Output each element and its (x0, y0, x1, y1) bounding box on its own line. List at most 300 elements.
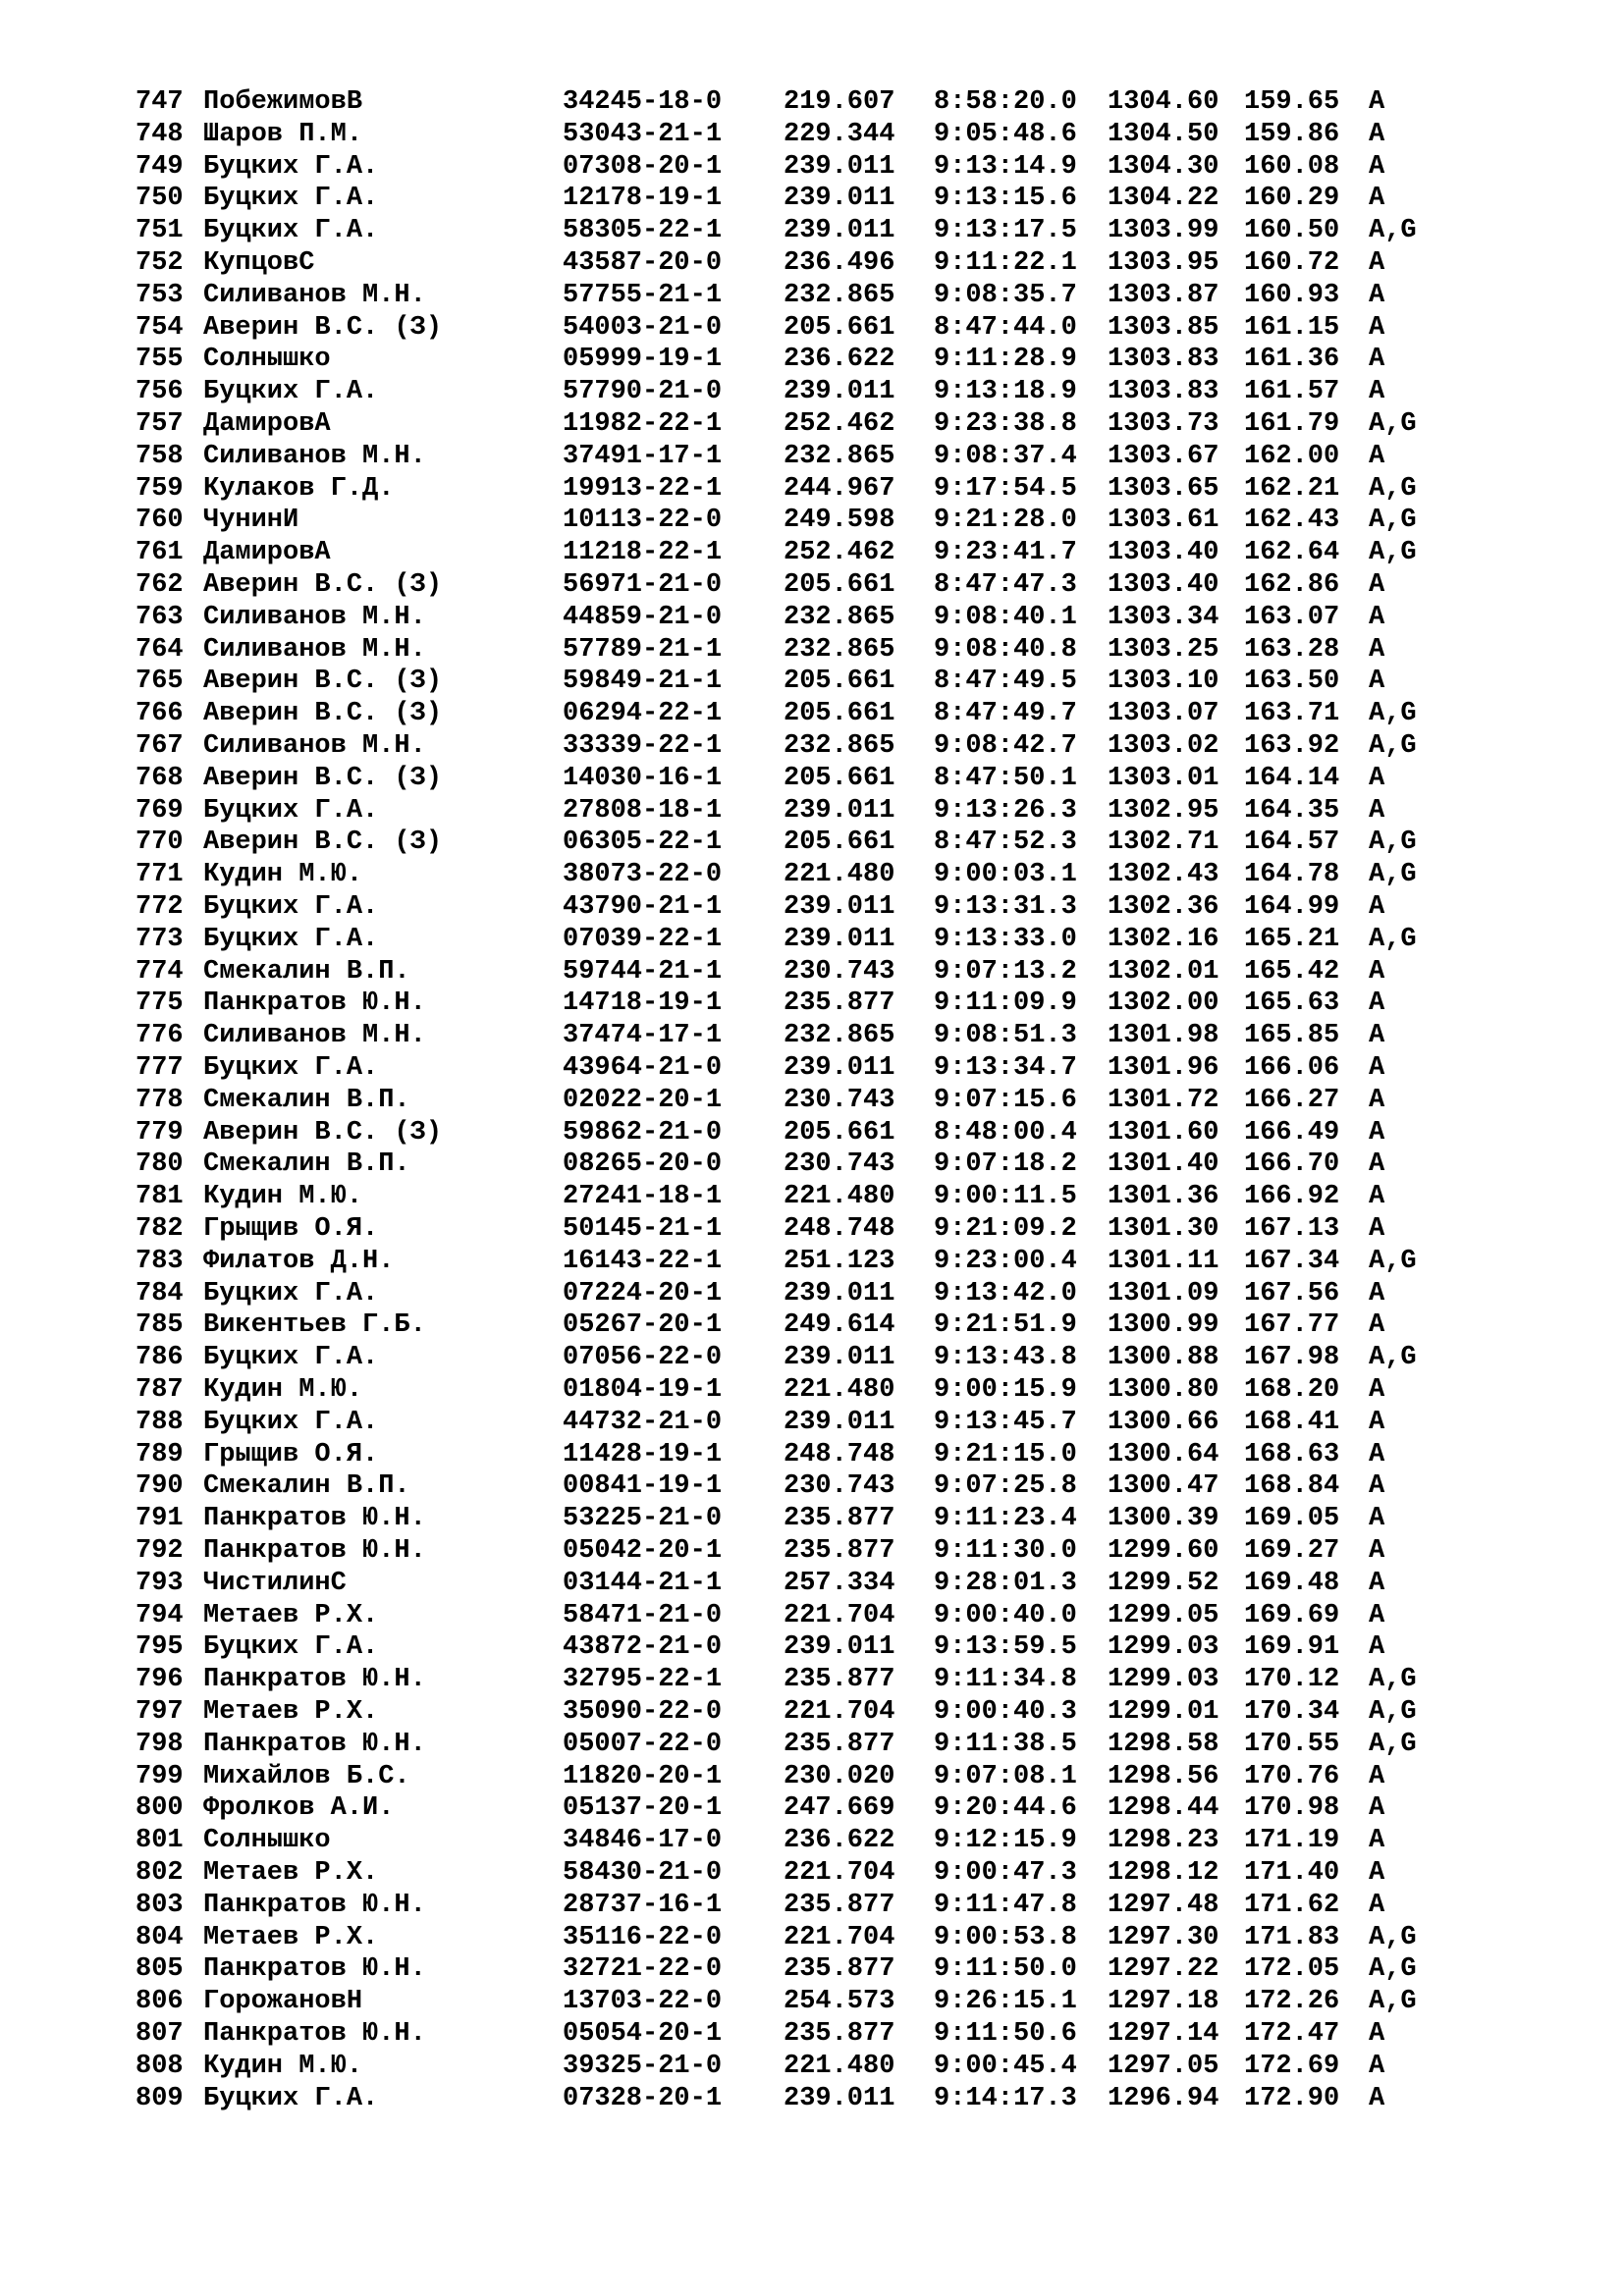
result-row (0, 924, 1624, 956)
row-mark: A (1369, 602, 1385, 632)
row-mark: A (1369, 1085, 1385, 1115)
row-arrival-time: 9:00:40.0 (934, 1600, 1077, 1630)
row-speed: 1301.96 (1108, 1053, 1219, 1083)
row-arrival-time: 9:13:34.7 (934, 1053, 1077, 1083)
row-rank: 798 (135, 1729, 184, 1759)
result-row (0, 505, 1624, 537)
row-name: Буцких Г.А. (203, 924, 379, 954)
row-name: Буцких Г.А. (203, 151, 379, 182)
row-ring-id: 34245-18-0 (563, 87, 723, 117)
result-row (0, 827, 1624, 859)
row-coefficient: 172.69 (1244, 2051, 1340, 2081)
row-mark: A,G (1369, 924, 1417, 954)
row-mark: A (1369, 184, 1385, 214)
result-row (0, 119, 1624, 151)
row-arrival-time: 9:14:17.3 (934, 2083, 1077, 2113)
row-speed: 1303.99 (1108, 216, 1219, 246)
row-ring-id: 53225-21-0 (563, 1504, 723, 1534)
row-speed: 1303.95 (1108, 248, 1219, 278)
row-coefficient: 171.83 (1244, 1922, 1340, 1952)
row-ring-id: 08265-20-0 (563, 1149, 723, 1180)
row-ring-id: 37474-17-1 (563, 1021, 723, 1051)
row-arrival-time: 9:21:28.0 (934, 506, 1077, 536)
row-rank: 783 (135, 1246, 184, 1276)
row-speed: 1300.99 (1108, 1310, 1219, 1341)
row-arrival-time: 9:11:22.1 (934, 248, 1077, 278)
row-ring-id: 34846-17-0 (563, 1826, 723, 1856)
row-arrival-time: 9:13:17.5 (934, 216, 1077, 246)
result-row (0, 1568, 1624, 1600)
result-row (0, 2051, 1624, 2083)
row-ring-id: 05054-20-1 (563, 2019, 723, 2049)
row-rank: 794 (135, 1600, 184, 1630)
row-ring-id: 05999-19-1 (563, 345, 723, 375)
row-name: Кудин М.Ю. (203, 2051, 363, 2081)
row-rank: 789 (135, 1439, 184, 1469)
row-ring-id: 05137-20-1 (563, 1793, 723, 1824)
row-rank: 747 (135, 87, 184, 117)
row-distance: 257.334 (784, 1568, 895, 1598)
row-distance: 239.011 (784, 377, 895, 407)
row-ring-id: 32721-22-0 (563, 1954, 723, 1985)
row-name: Буцких Г.А. (203, 184, 379, 214)
row-name: Панкратов Ю.Н. (203, 1954, 426, 1985)
row-name: Силиванов М.Н. (203, 634, 426, 665)
row-distance: 205.661 (784, 828, 895, 858)
result-row (0, 569, 1624, 602)
row-mark: A,G (1369, 731, 1417, 761)
row-distance: 205.661 (784, 667, 895, 697)
row-distance: 221.704 (784, 1600, 895, 1630)
row-ring-id: 02022-20-1 (563, 1085, 723, 1115)
row-coefficient: 170.12 (1244, 1665, 1340, 1695)
row-mark: A (1369, 1793, 1385, 1824)
row-arrival-time: 9:13:42.0 (934, 1278, 1077, 1308)
row-distance: 244.967 (784, 473, 895, 504)
row-distance: 248.748 (784, 1214, 895, 1244)
row-arrival-time: 9:08:40.1 (934, 602, 1077, 632)
row-distance: 239.011 (784, 892, 895, 922)
row-mark: A,G (1369, 473, 1417, 504)
row-coefficient: 163.07 (1244, 602, 1340, 632)
row-ring-id: 07039-22-1 (563, 924, 723, 954)
row-speed: 1301.09 (1108, 1278, 1219, 1308)
row-rank: 754 (135, 312, 184, 343)
row-name: Смекалин В.П. (203, 1149, 410, 1180)
row-name: Силиванов М.Н. (203, 731, 426, 761)
result-row (0, 988, 1624, 1020)
result-row (0, 2083, 1624, 2115)
row-arrival-time: 9:13:14.9 (934, 151, 1077, 182)
row-mark: A (1369, 1568, 1385, 1598)
row-ring-id: 27808-18-1 (563, 795, 723, 826)
row-name: Аверин В.С. (З) (203, 1117, 443, 1148)
row-arrival-time: 9:11:34.8 (934, 1665, 1077, 1695)
row-mark: A (1369, 377, 1385, 407)
row-ring-id: 07308-20-1 (563, 151, 723, 182)
row-coefficient: 168.63 (1244, 1439, 1340, 1469)
row-coefficient: 164.14 (1244, 763, 1340, 793)
row-distance: 239.011 (784, 1343, 895, 1373)
row-ring-id: 54003-21-0 (563, 312, 723, 343)
row-distance: 249.598 (784, 506, 895, 536)
row-ring-id: 43872-21-0 (563, 1632, 723, 1663)
row-arrival-time: 8:47:44.0 (934, 312, 1077, 343)
row-mark: A (1369, 1439, 1385, 1469)
row-arrival-time: 9:13:59.5 (934, 1632, 1077, 1663)
result-row (0, 1600, 1624, 1632)
row-rank: 761 (135, 538, 184, 568)
row-rank: 763 (135, 602, 184, 632)
row-distance: 235.877 (784, 2019, 895, 2049)
row-arrival-time: 9:00:45.4 (934, 2051, 1077, 2081)
row-name: Буцких Г.А. (203, 795, 379, 826)
row-distance: 221.480 (784, 1375, 895, 1405)
row-distance: 235.877 (784, 1954, 895, 1985)
row-ring-id: 27241-18-1 (563, 1182, 723, 1212)
row-name: Аверин В.С. (З) (203, 763, 443, 793)
row-rank: 804 (135, 1922, 184, 1952)
result-row (0, 1792, 1624, 1825)
result-row (0, 1181, 1624, 1213)
row-coefficient: 163.71 (1244, 699, 1340, 729)
row-mark: A (1369, 1375, 1385, 1405)
row-name: Филатов Д.Н. (203, 1246, 395, 1276)
row-distance: 235.877 (784, 1890, 895, 1920)
row-speed: 1303.34 (1108, 602, 1219, 632)
row-name: Панкратов Ю.Н. (203, 1504, 426, 1534)
row-rank: 751 (135, 216, 184, 246)
row-arrival-time: 9:21:15.0 (934, 1439, 1077, 1469)
row-name: Метаев Р.Х. (203, 1858, 379, 1888)
result-row (0, 859, 1624, 891)
row-ring-id: 11820-20-1 (563, 1761, 723, 1791)
row-speed: 1299.01 (1108, 1697, 1219, 1727)
row-coefficient: 172.90 (1244, 2083, 1340, 2113)
row-arrival-time: 9:05:48.6 (934, 119, 1077, 149)
row-arrival-time: 9:07:13.2 (934, 956, 1077, 987)
result-row (0, 183, 1624, 215)
result-row (0, 408, 1624, 441)
row-name: Аверин В.С. (З) (203, 828, 443, 858)
row-speed: 1304.50 (1108, 119, 1219, 149)
row-speed: 1297.18 (1108, 1987, 1219, 2017)
row-mark: A (1369, 1761, 1385, 1791)
row-speed: 1297.48 (1108, 1890, 1219, 1920)
row-rank: 750 (135, 184, 184, 214)
row-speed: 1303.40 (1108, 570, 1219, 600)
row-name: Буцких Г.А. (203, 377, 379, 407)
row-distance: 239.011 (784, 2083, 895, 2113)
row-name: Михайлов Б.С. (203, 1761, 410, 1791)
row-speed: 1300.39 (1108, 1504, 1219, 1534)
row-ring-id: 19913-22-1 (563, 473, 723, 504)
result-row (0, 473, 1624, 506)
result-row (0, 956, 1624, 988)
row-mark: A,G (1369, 860, 1417, 890)
row-rank: 760 (135, 506, 184, 536)
row-name: Силиванов М.Н. (203, 1021, 426, 1051)
row-name: ЧистилинС (203, 1568, 347, 1598)
row-distance: 249.614 (784, 1310, 895, 1341)
row-mark: A (1369, 1149, 1385, 1180)
row-mark: A (1369, 570, 1385, 600)
result-row (0, 1696, 1624, 1729)
row-speed: 1301.11 (1108, 1246, 1219, 1276)
row-coefficient: 165.42 (1244, 956, 1340, 987)
row-coefficient: 170.34 (1244, 1697, 1340, 1727)
row-distance: 219.607 (784, 87, 895, 117)
row-speed: 1299.03 (1108, 1665, 1219, 1695)
row-mark: A,G (1369, 1343, 1417, 1373)
result-row (0, 1729, 1624, 1761)
result-row (0, 1374, 1624, 1407)
row-distance: 221.704 (784, 1922, 895, 1952)
row-arrival-time: 9:08:42.7 (934, 731, 1077, 761)
row-distance: 235.877 (784, 988, 895, 1019)
row-name: Смекалин В.П. (203, 1085, 410, 1115)
row-distance: 239.011 (784, 1053, 895, 1083)
row-speed: 1300.80 (1108, 1375, 1219, 1405)
row-name: Силиванов М.Н. (203, 280, 426, 310)
row-rank: 756 (135, 377, 184, 407)
row-rank: 755 (135, 345, 184, 375)
row-coefficient: 159.86 (1244, 119, 1340, 149)
row-rank: 791 (135, 1504, 184, 1534)
row-mark: A (1369, 1407, 1385, 1437)
row-mark: A (1369, 1021, 1385, 1051)
result-row (0, 151, 1624, 184)
row-arrival-time: 9:11:47.8 (934, 1890, 1077, 1920)
result-row (0, 763, 1624, 795)
row-mark: A (1369, 988, 1385, 1019)
row-ring-id: 12178-19-1 (563, 184, 723, 214)
row-mark: A (1369, 667, 1385, 697)
row-ring-id: 10113-22-0 (563, 506, 723, 536)
row-ring-id: 43790-21-1 (563, 892, 723, 922)
row-coefficient: 164.57 (1244, 828, 1340, 858)
row-coefficient: 160.72 (1244, 248, 1340, 278)
row-rank: 779 (135, 1117, 184, 1148)
row-speed: 1301.36 (1108, 1182, 1219, 1212)
row-rank: 764 (135, 634, 184, 665)
row-coefficient: 172.26 (1244, 1987, 1340, 2017)
row-name: Кудин М.Ю. (203, 1182, 363, 1212)
row-distance: 251.123 (784, 1246, 895, 1276)
row-rank: 774 (135, 956, 184, 987)
row-coefficient: 160.08 (1244, 151, 1340, 182)
row-distance: 239.011 (784, 184, 895, 214)
row-rank: 777 (135, 1053, 184, 1083)
row-speed: 1303.01 (1108, 763, 1219, 793)
row-coefficient: 165.63 (1244, 988, 1340, 1019)
row-coefficient: 169.48 (1244, 1568, 1340, 1598)
row-name: Грыщив О.Я. (203, 1439, 379, 1469)
row-ring-id: 44859-21-0 (563, 602, 723, 632)
row-coefficient: 160.93 (1244, 280, 1340, 310)
row-distance: 232.865 (784, 731, 895, 761)
row-coefficient: 172.05 (1244, 1954, 1340, 1985)
row-mark: A,G (1369, 1246, 1417, 1276)
row-rank: 768 (135, 763, 184, 793)
row-distance: 205.661 (784, 312, 895, 343)
row-name: Панкратов Ю.Н. (203, 2019, 426, 2049)
row-rank: 800 (135, 1793, 184, 1824)
row-speed: 1304.22 (1108, 184, 1219, 214)
row-speed: 1297.30 (1108, 1922, 1219, 1952)
row-distance: 230.743 (784, 1085, 895, 1115)
result-row (0, 1631, 1624, 1664)
row-arrival-time: 8:47:50.1 (934, 763, 1077, 793)
row-name: Метаев Р.Х. (203, 1600, 379, 1630)
result-row (0, 1309, 1624, 1342)
row-coefficient: 172.47 (1244, 2019, 1340, 2049)
row-coefficient: 167.34 (1244, 1246, 1340, 1276)
result-row (0, 344, 1624, 376)
row-speed: 1303.65 (1108, 473, 1219, 504)
row-ring-id: 03144-21-1 (563, 1568, 723, 1598)
row-speed: 1304.30 (1108, 151, 1219, 182)
row-speed: 1299.05 (1108, 1600, 1219, 1630)
row-arrival-time: 9:26:15.1 (934, 1987, 1077, 2017)
row-distance: 236.496 (784, 248, 895, 278)
row-mark: A (1369, 795, 1385, 826)
row-speed: 1302.16 (1108, 924, 1219, 954)
row-arrival-time: 9:13:18.9 (934, 377, 1077, 407)
row-rank: 802 (135, 1858, 184, 1888)
row-coefficient: 162.43 (1244, 506, 1340, 536)
result-row (0, 891, 1624, 924)
result-row (0, 730, 1624, 763)
row-name: Солнышко (203, 345, 331, 375)
row-rank: 759 (135, 473, 184, 504)
row-ring-id: 32795-22-1 (563, 1665, 723, 1695)
row-distance: 239.011 (784, 1632, 895, 1663)
row-name: Метаев Р.Х. (203, 1697, 379, 1727)
row-coefficient: 169.27 (1244, 1536, 1340, 1566)
row-rank: 766 (135, 699, 184, 729)
row-speed: 1299.03 (1108, 1632, 1219, 1663)
row-rank: 784 (135, 1278, 184, 1308)
row-arrival-time: 9:21:51.9 (934, 1310, 1077, 1341)
row-arrival-time: 9:08:35.7 (934, 280, 1077, 310)
result-row (0, 1085, 1624, 1117)
row-speed: 1296.94 (1108, 2083, 1219, 2113)
row-ring-id: 44732-21-0 (563, 1407, 723, 1437)
row-rank: 805 (135, 1954, 184, 1985)
row-speed: 1303.02 (1108, 731, 1219, 761)
row-arrival-time: 9:07:08.1 (934, 1761, 1077, 1791)
result-row (0, 1117, 1624, 1149)
row-coefficient: 163.50 (1244, 667, 1340, 697)
row-mark: A (1369, 1536, 1385, 1566)
row-distance: 230.743 (784, 1149, 895, 1180)
row-speed: 1301.98 (1108, 1021, 1219, 1051)
row-ring-id: 05267-20-1 (563, 1310, 723, 1341)
row-speed: 1303.83 (1108, 345, 1219, 375)
row-ring-id: 59849-21-1 (563, 667, 723, 697)
row-coefficient: 164.78 (1244, 860, 1340, 890)
row-distance: 239.011 (784, 1278, 895, 1308)
row-distance: 254.573 (784, 1987, 895, 2017)
row-distance: 239.011 (784, 795, 895, 826)
row-arrival-time: 9:11:30.0 (934, 1536, 1077, 1566)
row-arrival-time: 9:20:44.6 (934, 1793, 1077, 1824)
result-row (0, 2018, 1624, 2051)
row-arrival-time: 8:47:49.7 (934, 699, 1077, 729)
row-coefficient: 169.05 (1244, 1504, 1340, 1534)
row-ring-id: 58430-21-0 (563, 1858, 723, 1888)
row-speed: 1302.00 (1108, 988, 1219, 1019)
row-name: Буцких Г.А. (203, 2083, 379, 2113)
row-ring-id: 07328-20-1 (563, 2083, 723, 2113)
row-rank: 752 (135, 248, 184, 278)
row-rank: 757 (135, 409, 184, 439)
row-arrival-time: 9:17:54.5 (934, 473, 1077, 504)
row-arrival-time: 9:00:03.1 (934, 860, 1077, 890)
row-name: Буцких Г.А. (203, 1278, 379, 1308)
row-speed: 1300.64 (1108, 1439, 1219, 1469)
row-distance: 221.704 (784, 1697, 895, 1727)
row-arrival-time: 9:13:33.0 (934, 924, 1077, 954)
row-arrival-time: 9:21:09.2 (934, 1214, 1077, 1244)
row-speed: 1298.23 (1108, 1826, 1219, 1856)
row-coefficient: 164.35 (1244, 795, 1340, 826)
row-name: Силиванов М.Н. (203, 441, 426, 471)
row-mark: A,G (1369, 1987, 1417, 2017)
row-speed: 1303.07 (1108, 699, 1219, 729)
row-speed: 1298.44 (1108, 1793, 1219, 1824)
row-name: Панкратов Ю.Н. (203, 988, 426, 1019)
row-coefficient: 168.20 (1244, 1375, 1340, 1405)
row-ring-id: 43587-20-0 (563, 248, 723, 278)
row-coefficient: 159.65 (1244, 87, 1340, 117)
row-coefficient: 167.56 (1244, 1278, 1340, 1308)
row-speed: 1303.83 (1108, 377, 1219, 407)
result-row (0, 280, 1624, 312)
row-distance: 248.748 (784, 1439, 895, 1469)
row-mark: A (1369, 1117, 1385, 1148)
row-name: Буцких Г.А. (203, 216, 379, 246)
row-name: Буцких Г.А. (203, 1053, 379, 1083)
row-distance: 221.480 (784, 860, 895, 890)
row-speed: 1303.73 (1108, 409, 1219, 439)
row-distance: 235.877 (784, 1504, 895, 1534)
row-rank: 795 (135, 1632, 184, 1663)
row-ring-id: 11218-22-1 (563, 538, 723, 568)
row-rank: 785 (135, 1310, 184, 1341)
row-arrival-time: 9:11:38.5 (934, 1729, 1077, 1759)
row-distance: 239.011 (784, 924, 895, 954)
result-row (0, 1922, 1624, 1954)
row-name: Кудин М.Ю. (203, 1375, 363, 1405)
row-mark: A (1369, 634, 1385, 665)
row-mark: A,G (1369, 828, 1417, 858)
row-arrival-time: 9:00:47.3 (934, 1858, 1077, 1888)
row-mark: A,G (1369, 1665, 1417, 1695)
row-speed: 1303.40 (1108, 538, 1219, 568)
row-rank: 749 (135, 151, 184, 182)
row-name: Викентьев Г.Б. (203, 1310, 426, 1341)
row-mark: A (1369, 248, 1385, 278)
row-speed: 1302.01 (1108, 956, 1219, 987)
row-name: ДамировА (203, 538, 331, 568)
row-distance: 232.865 (784, 602, 895, 632)
row-ring-id: 06305-22-1 (563, 828, 723, 858)
result-row (0, 1470, 1624, 1503)
row-distance: 230.743 (784, 1471, 895, 1502)
row-name: Грыщив О.Я. (203, 1214, 379, 1244)
